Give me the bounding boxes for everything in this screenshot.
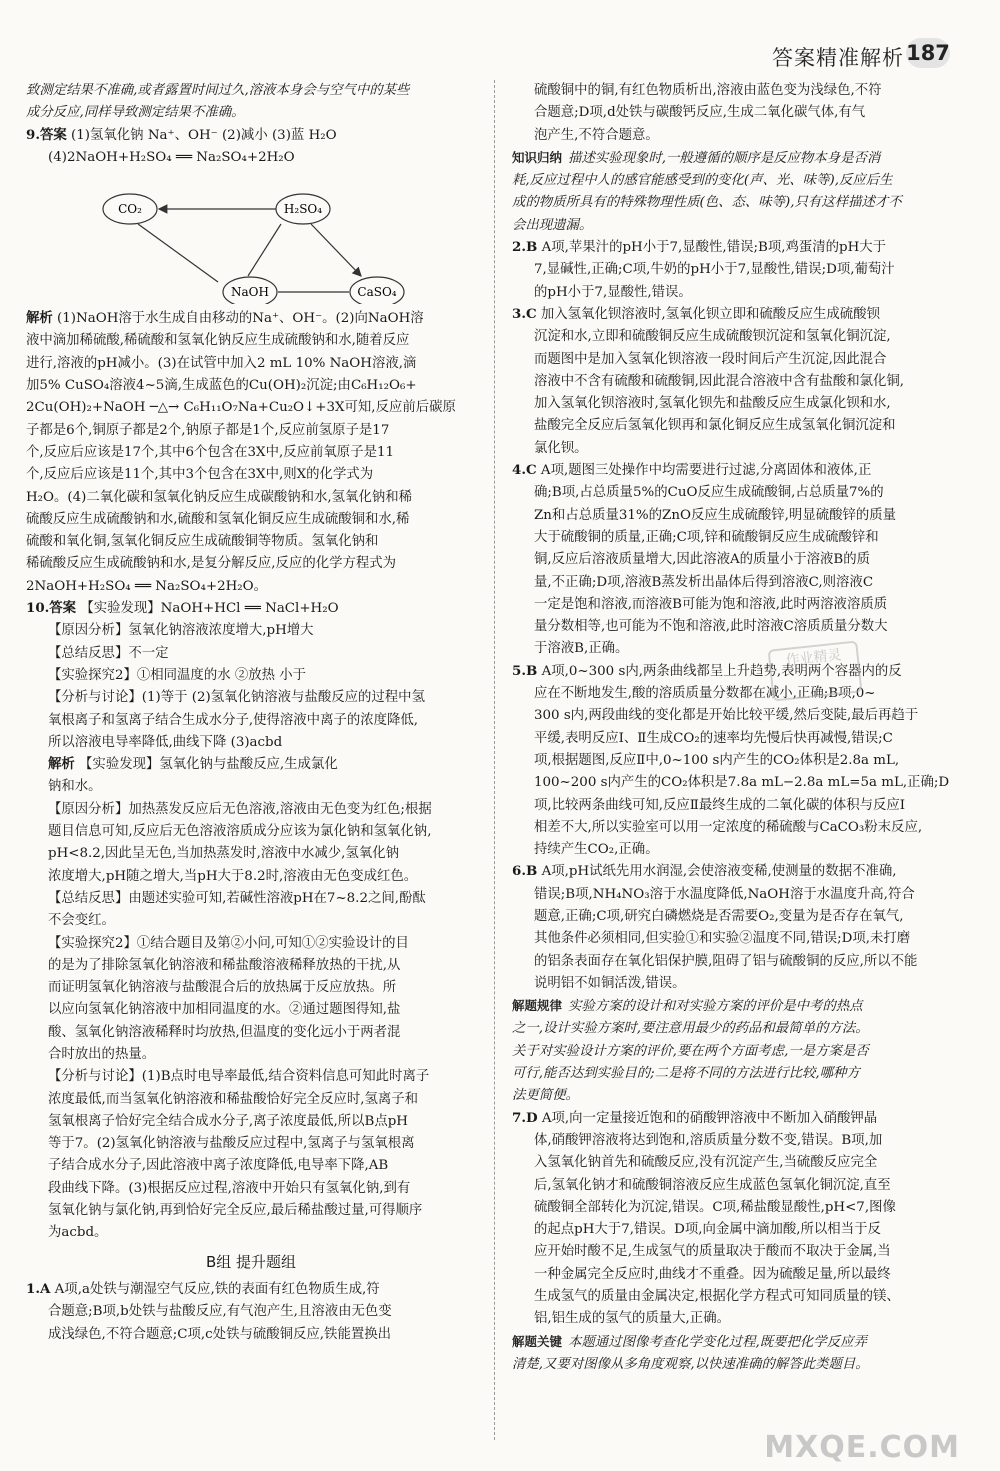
text-line: 【原因分析】氢氧化钠溶液浓度增大,pH增大 [48,623,314,639]
text-line: 铜,反应后溶液质量增大,因此溶液A的质量小于溶液B的质 [534,552,871,568]
text-line: 持续产生CO₂,正确。 [534,842,659,858]
text-line: 液中滴加稀硫酸,稀硫酸和氢氧化钠反应生成硫酸钠和水,随着反应 [26,333,410,349]
text-line: 项,根据题图,反应Ⅱ中,0~100 s内产生的CO₂体积是2.8a mL, [534,752,900,768]
text-line: 【总结反思】由题述实验可知,若碱性溶液pH在7~8.2之间,酚酞 [48,890,426,906]
text-line: 入氢氧化钠首先和硫酸反应,没有沉淀产生,当硫酸反应完全 [534,1155,878,1171]
text-line: 的铝条表面存在氧化铝保护膜,阻碍了铝与硫酸铜的反应,所以不能 [534,953,918,969]
key-label: 解题关键 [512,1333,563,1349]
text-line: 进行,溶液的pH减小。(3)在试管中加入2 mL 10% NaOH溶液,滴 [26,355,417,371]
text-line: 题意,正确;C项,研究白磷燃烧是否需要O₂,变量为是否存在氧气, [534,908,904,924]
text-line: 的起点pH大于7,错误。D项,向金属中滴加酸,所以相当于反 [534,1222,881,1238]
text-line: 氢氧化钠与氯化钠,再到恰好完全反应,最后稀盐酸过量,可得顺序 [48,1203,423,1219]
text-line: 题目信息可知,反应后无色溶液溶质成分应该为氯化钠和氢氧化钠, [48,824,432,840]
text-line: A项,题图三处操作中均需要进行过滤,分离固体和液体,正 [540,463,872,479]
text-line: 生成氢气的质量由金属决定,根据化学方程式可知同质量的镁、 [534,1289,900,1305]
text-line: 关于对实验设计方案的评价,要在两个方面考虑,一是方案是否 [512,1043,869,1059]
text-line: 盐酸完全反应后氢氧化钡再和氯化铜反应生成氢氧化铜沉淀和 [534,418,896,434]
text-line: A项,0~300 s内,两条曲线都呈上升趋势,表明两个容器内的反 [541,663,902,679]
text-line: 硫酸铜全部转化为沉淀,错误。C项,稀盐酸显酸性,pH<7,图像 [534,1199,896,1215]
text-line: 浓度增大,pH随之增大,当pH大于8.2时,溶液由无色变成红色。 [48,868,418,884]
node-naoh-label: NaOH [231,285,269,300]
text-line: 氯化钡。 [534,440,588,456]
text-line: 应在不断地发生,酸的溶质质量分数都在减小,正确;B项,0~ [534,686,876,702]
reaction-diagram [26,172,476,304]
text-line: 会出现遗漏。 [512,217,593,233]
text-line: 7,显碱性,正确;C项,牛奶的pH小于7,显酸性,错误;D项,葡萄汁 [534,262,895,278]
text-line: 钠和水。 [48,779,102,795]
text-line: 【分析与讨论】(1)等于 (2)氢氧化钠溶液与盐酸反应的过程中氢 [48,690,425,706]
text-line: 个,反应后应该是11个,其中3个包含在3X中,则X的化学式为 [26,467,374,483]
text-line: 体,硝酸钾溶液将达到饱和,溶质质量分数不变,错误。B项,加 [534,1132,883,1148]
text-line: 个,反应后应该是17个,其中6个包含在3X中,反应前氧原子是11 [26,444,395,460]
watermark-footer: MXQE.COM [764,1430,960,1465]
text-line: 应开始时酸不足,生成氢气的质量取决于酸而不取决于金属,当 [534,1244,891,1260]
text-line: 合时放出的热量。 [48,1046,156,1062]
q10-analysis-label: 解析 [48,756,75,773]
text-line: 量分数相等,也可能为不饱和溶液,此时溶液C溶质质量分数大 [534,619,888,635]
text-line: 所以溶液电导率降低,曲线下降 (3)acbd [48,734,283,750]
text-line: 2Cu(OH)₂+NaOH ─△→ C₆H₁₁O₇Na+Cu₂O↓+3X可知,反应前后碳原 [26,400,456,416]
node-caso4-label: CaSO₄ [357,285,397,300]
node-h2so4-label: H₂SO₄ [283,202,323,217]
text-line: 之一,设计实验方案时,要注意用最少的药品和最简单的方法。 [512,1021,869,1037]
section-title: B组 提升题组 [205,1252,297,1271]
text-line: 平缓,表明反应Ⅰ、Ⅱ生成CO₂的速率均先慢后快再减慢,错误;C [534,730,893,746]
text-line: 不会变红。 [48,913,115,929]
text-line: 的是为了排除氢氧化钠溶液和稀盐酸溶液稀释放热的干扰,从 [48,957,401,973]
q2-label: 2.B [512,239,538,256]
text-line: 一种金属完全反应时,曲线才不重叠。因为硫酸足量,所以最终 [534,1266,891,1282]
q9-label: 9.答案 [26,126,67,143]
text-line: 【实验探究2】①结合题目及第②小问,可知①②实验设计的目 [48,935,409,951]
text-line: 成分反应,同样导致测定结果不准确。 [26,105,245,121]
text-line: 合题意;D项,d处铁与碳酸钙反应,生成二氧化碳气体,有气 [534,105,866,121]
text-line: 【实验发现】NaOH+HCl ══ NaCl+H₂O [80,601,339,617]
text-line: 后,氢氧化钠才和硫酸铜溶液反应生成蓝色氢氧化铜沉淀,直至 [534,1177,891,1193]
text-line: 2NaOH+H₂SO₄ ══ Na₂SO₄+2H₂O。 [26,578,268,594]
text-line: 为acbd。 [48,1225,108,1241]
arrow-h2so4-caso4 [311,224,361,276]
text-line: 的pH小于7,显酸性,错误。 [534,284,692,300]
q4-label: 4.C [512,462,537,479]
text-line: 等于7。(2)氢氧化钠溶液与盐酸反应过程中,氢离子与氢氧根离 [48,1136,415,1152]
text-line: 致测定结果不准确,或者露置时间过久,溶液本身会与空气中的某些 [26,83,410,98]
text-line: 清楚,又要对图像从多角度观察,以快速准确的解答此类题目。 [512,1356,869,1372]
line-h2so4-naoh [248,224,281,276]
text-line: 段曲线下降。(3)根据反应过程,溶液中开始只有氢氧化钠,到有 [48,1180,411,1196]
text-line: A项,向一定量接近饱和的硝酸钾溶液中不断加入硝酸钾晶 [541,1110,878,1126]
watermark-stamp: 作业精灵 [768,640,863,701]
text-line: 耗,反应过程中人的感官能感受到的变化(声、光、味等),反应后生 [512,173,893,189]
q7-label: 7.D [512,1109,538,1126]
rule-label: 解题规律 [512,998,563,1014]
q1-label: 1.A [26,1280,51,1297]
text-line: 一定是饱和溶液,而溶液B可能为饱和溶液,此时两溶液溶质质 [534,596,888,612]
text-line: pH<8.2,因此呈无色,当加热蒸发时,溶液中水减少,氢氧化钠 [48,846,399,862]
q10-label: 10.答案 [26,600,77,617]
text-line: A项,a处铁与潮湿空气反应,铁的表面有红色物质生成,符 [54,1281,380,1297]
text-line: 硫酸铜中的铜,有红色物质析出,溶液由蓝色变为浅绿色,不符 [534,83,882,98]
text-line: 氧根离子和氢离子结合生成水分子,使得溶液中离子的浓度降低, [48,712,419,728]
header-title: 答案精准解析 [772,46,904,70]
text-line: 以应向氢氧化钠溶液中加相同温度的水。②通过题图得知,盐 [48,1002,401,1018]
text-line: 【实验探究2】①相同温度的水 ②放热 小于 [48,667,307,683]
text-line: 氢氧根离子恰好完全结合成水分子,离子浓度最低,所以B点pH [48,1113,408,1129]
text-line: 其他条件必须相同,但实验①和实验②温度不同,错误;D项,未打磨 [534,931,911,947]
text-line: 量,不正确;D项,溶液B蒸发析出晶体后得到溶液C,则溶液C [534,574,874,590]
text-line: 硫酸和氧化铜,氢氧化铜反应生成硫酸铜等物质。氢氧化钠和 [26,534,379,550]
text-line: 【总结反思】不一定 [48,645,169,661]
q5-label: 5.B [512,662,538,679]
text-line: 硫酸反应生成硫酸钠和水,硫酸和氢氧化铜反应生成硫酸铜和水,稀 [26,511,410,527]
text-line: A项,pH试纸先用水润湿,会使溶液变稀,使测量的数据不准确, [541,864,897,880]
text-line: Zn和占总质量31%的ZnO反应生成硫酸锌,明显硫酸锌的质量 [534,507,897,523]
column-divider [494,80,495,1440]
q9-analysis-label: 解析 [26,310,53,327]
text-line: 稀硫酸反应生成硫酸钠和水,是复分解反应,反应的化学方程式为 [26,556,397,572]
text-line: 错误;B项,NH₄NO₃溶于水温度降低,NaOH溶于水温度升高,符合 [534,886,915,902]
text-line: 描述实验现象时,一般遵循的顺序是反应物本身是否消 [568,150,881,166]
page-number: 187 [906,38,950,68]
text-line: 可行,能否达到实验目的;二是将不同的方法进行比较,哪种方 [512,1066,860,1082]
text-line: 项,比较两条曲线可知,反应Ⅱ最终生成的二氧化碳的体积与反应Ⅰ [534,797,906,813]
text-line: 【分析与讨论】(1)B点时电导率最低,结合资料信息可知此时离子 [48,1069,430,1085]
text-line: 泡产生,不符合题意。 [534,127,659,143]
text-line: 相差不大,所以实验室可以用一定浓度的稀硫酸与CaCO₃粉末反应, [534,819,923,835]
q3-label: 3.C [512,305,537,322]
text-line: 300 s内,两段曲线的变化都是开始比较平缓,然后变陡,最后再趋于 [534,708,919,724]
q9-line1: (1)氢氧化钠 Na⁺、OH⁻ (2)减小 (3)蓝 H₂O [71,127,337,143]
text-line: 浓度最低,而当氢氧化钠溶液和稀盐酸恰好完全反应时,氢离子和 [48,1091,419,1107]
text-line: 成的物质所具有的特殊物理性质(色、态、味等),只有这样描述才不 [512,195,902,211]
text-line: A项,苹果汁的pH小于7,显酸性,错误;B项,鸡蛋清的pH大于 [541,240,887,256]
text-line: (1)NaOH溶于水生成自由移动的Na⁺、OH⁻。(2)向NaOH溶 [57,311,424,327]
text-line: 子都是6个,铜原子都是2个,钠原子都是1个,反应前氢原子是17 [26,422,390,438]
text-line: 沉淀和水,立即和硫酸铜反应生成硫酸钡沉淀和氢氧化铜沉淀, [534,329,891,345]
text-line: 大于硫酸铜的质量,正确;C项,锌和硫酸铜反应生成硫酸锌和 [534,529,879,545]
text-line: 加入氢氧化钡溶液时,氢氧化钡先和盐酸反应生成氯化钡和水, [534,396,891,412]
text-line: H₂O。(4)二氧化碳和氢氧化钠反应生成碳酸钠和水,氢氧化钠和稀 [26,489,413,505]
text-line: 实验方案的设计和对实验方案的评价是中考的热点 [568,999,863,1015]
text-line: 【原因分析】加热蒸发反应后无色溶液,溶液由无色变为红色;根据 [48,801,432,817]
text-line: 【实验发现】氢氧化钠与盐酸反应,生成氯化 [79,757,338,773]
text-line: 而证明氢氧化钠溶液与盐酸混合后的放热属于反应放热。所 [48,980,397,996]
text-line: 铝,铝生成的氢气的质量大,正确。 [534,1311,730,1327]
line-co2-naoh [138,224,218,282]
node-co2-label: CO₂ [118,202,142,217]
q6-label: 6.B [512,863,538,880]
reaction-diagram-svg [26,172,476,304]
text-line: 加入氢氧化钡溶液时,氢氧化钡立即和硫酸反应生成硫酸钡 [540,306,880,322]
right-column [512,80,958,1376]
text-line: 本题通过图像考查化学变化过程,既要把化学反应弄 [568,1334,867,1350]
text-line: 酸、氢氧化钠溶液稀释时均放热,但温度的变化远小于两者混 [48,1024,401,1040]
text-line: 而题图中是加入氢氧化钡溶液一段时间后产生沉淀,因此混合 [534,351,887,367]
text-line: 确;B项,占总质量5%的CuO反应生成硫酸铜,占总质量7%的 [534,485,884,501]
text-line: 合题意;B项,b处铁与盐酸反应,有气泡产生,且溶液由无色变 [48,1304,392,1320]
text-line: 加5% CuSO₄溶液4~5滴,生成蓝色的Cu(OH)₂沉淀;由C₆H₁₂O₆+ [26,378,417,394]
text-line: 说明铝不如铜活泼,错误。 [534,975,686,991]
text-line: 溶液中不含有硫酸和硫酸铜,因此混合溶液中含有盐酸和氯化铜, [534,373,905,389]
text-line: 于溶液B,正确。 [534,641,629,657]
knowledge-label: 知识归纳 [512,149,563,165]
q9-line2: (4)2NaOH+H₂SO₄ ══ Na₂SO₄+2H₂O [48,149,295,165]
text-line: 法更简便。 [512,1088,579,1104]
left-column [26,80,476,1346]
text-line: 子结合成水分子,因此溶液中离子浓度降低,电导率下降,AB [48,1158,389,1174]
text-line: 成浅绿色,不符合题意;C项,c处铁与硫酸铜反应,铁能置换出 [48,1326,392,1342]
text-line: 100~200 s内产生的CO₂体积是7.8a mL−2.8a mL=5a mL,正确;D [534,775,950,791]
